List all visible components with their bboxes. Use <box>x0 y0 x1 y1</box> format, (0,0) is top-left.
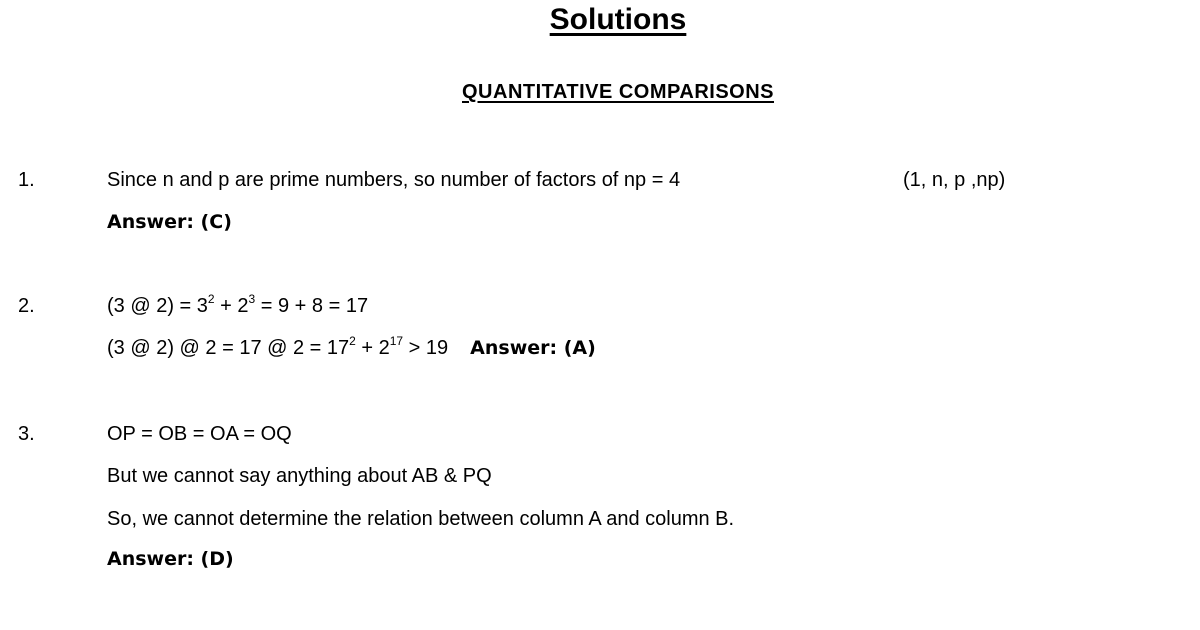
solution-3-number: 3. <box>18 423 35 445</box>
exponent: 2 <box>207 292 215 306</box>
solution-2-line-2 <box>107 334 596 362</box>
expr-part: + 2 <box>355 337 390 359</box>
page-title: Solutions <box>549 3 687 36</box>
solution-1-line-1: Since n and p are prime numbers, so number of factors of np = 4 <box>107 169 681 191</box>
expr-part: > 19 <box>403 337 449 359</box>
expr-part: (3 @ 2) = 3 <box>107 295 208 317</box>
expr-part: = 9 + 8 = 17 <box>255 295 369 317</box>
solution-3-line-2: But we cannot say anything about AB & PQ <box>107 465 492 487</box>
exponent: 17 <box>389 334 404 348</box>
solution-2-answer: Answer: (A) <box>470 337 596 359</box>
solution-3-line-1: OP = OB = OA = OQ <box>107 423 292 445</box>
solution-1-answer: Answer: (C) <box>107 211 232 233</box>
solution-1-factors: (1, n, p ,np) <box>903 169 1006 191</box>
expr-part: + 2 <box>214 295 249 317</box>
solution-1-number: 1. <box>18 169 35 191</box>
solution-3-line-3: So, we cannot determine the relation between column A and column B. <box>107 508 735 530</box>
exponent: 3 <box>248 292 256 306</box>
solution-3-answer: Answer: (D) <box>107 548 234 570</box>
solution-2-line-1 <box>107 292 368 320</box>
solution-2-number: 2. <box>18 295 35 317</box>
section-heading: QUANTITATIVE COMPARISONS <box>462 81 774 103</box>
expr-part: (3 @ 2) @ 2 = 17 @ 2 = 17 <box>107 337 350 359</box>
exponent: 2 <box>349 334 356 348</box>
